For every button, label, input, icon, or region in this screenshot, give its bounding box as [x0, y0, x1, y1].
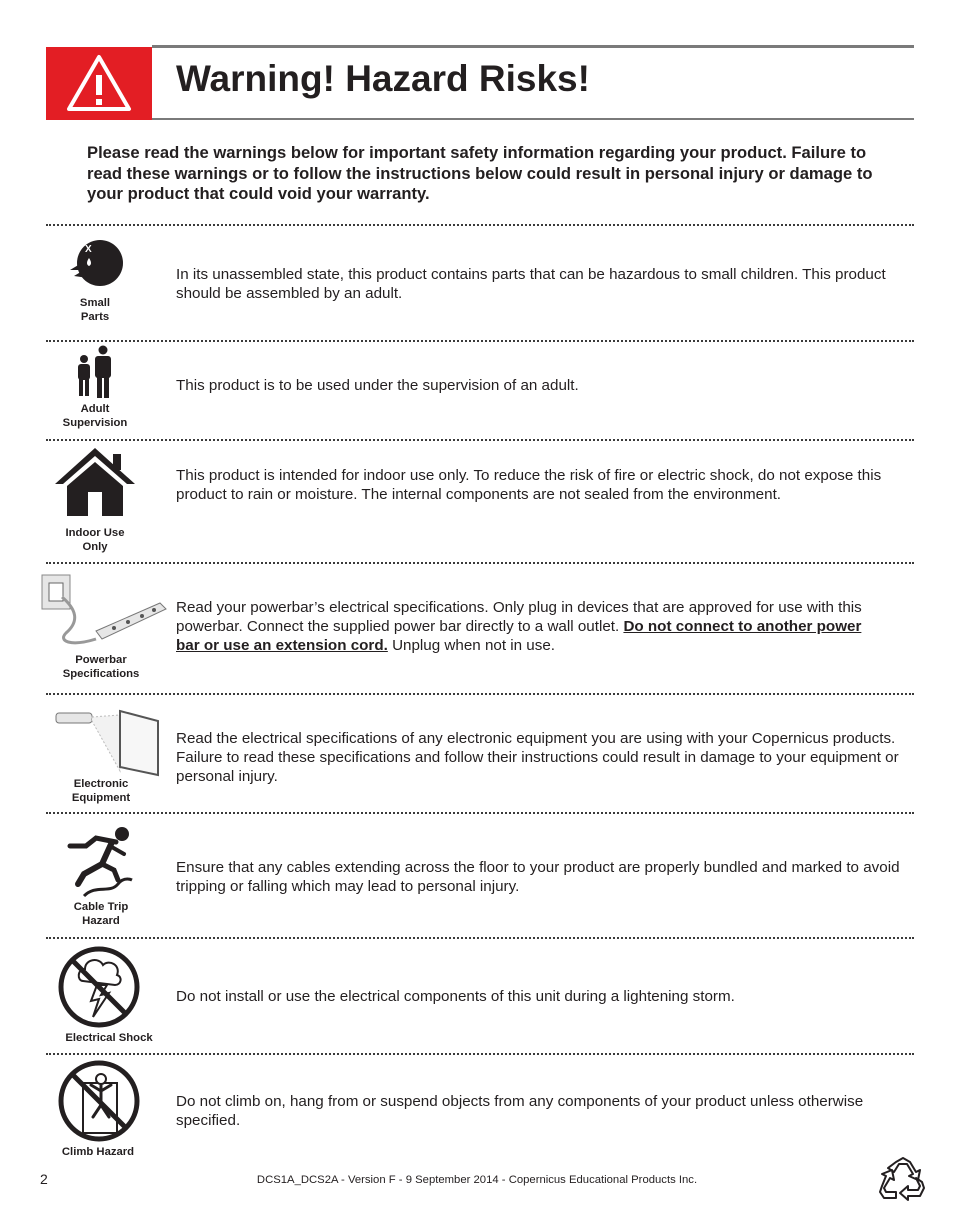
adult-supervision-icon: [74, 345, 116, 399]
section-label: Parts: [80, 310, 110, 323]
section-text: Ensure that any cables extending across the floor to your product are properly bundled and marked to avoid tripping or falling which may lead to personal injury.: [176, 859, 900, 895]
small-parts-icon: [64, 236, 126, 292]
recycle-icon: [878, 1156, 928, 1202]
page-title: Warning! Hazard Risks!: [176, 58, 590, 99]
section-label: Indoor Use: [65, 527, 125, 539]
section-divider: [46, 340, 914, 342]
section-divider: [46, 562, 914, 564]
section-label: Only: [82, 540, 108, 553]
header-bottom-rule: [152, 118, 914, 120]
section-label: Small: [79, 297, 111, 309]
projector-screen-icon: [54, 707, 162, 777]
section-divider: [46, 224, 914, 226]
section-text: Read the electrical specifications of any electronic equipment you are using with your Copernicus products. Failure to read these specifications and follow their instructions could result in damage to your equipment or personal injury.: [176, 730, 899, 785]
section-text: [176, 598, 876, 655]
section-label: Hazard: [82, 914, 120, 927]
warning-triangle-icon: [65, 53, 133, 113]
section-divider: [46, 693, 914, 695]
intro-paragraph: Please read the warnings below for important safety information regarding your product. Failure to read these warnings or to follow the instructions below could result in personal injury or damage to your product that could void your warranty.: [87, 143, 873, 203]
section-warning-text: Do not connect to another power bar or use an extension cord.: [176, 618, 862, 654]
section-label: Adult: [80, 403, 110, 415]
footer-text: DCS1A_DCS2A - Version F - 9 September 2014 - Copernicus Educational Products Inc.: [256, 1174, 698, 1186]
section-label: Equipment: [71, 791, 131, 804]
section-text-part: Unplug when not in use.: [387, 637, 556, 654]
section-text: Do not install or use the electrical components of this unit during a lightening storm.: [176, 988, 735, 1005]
header-top-rule: [152, 45, 914, 48]
section-divider: [46, 937, 914, 939]
no-lightning-icon: [57, 945, 141, 1029]
section-label: Climb Hazard: [61, 1146, 135, 1158]
section-text: Do not climb on, hang from or suspend objects from any components of your product unless otherwise specified.: [176, 1093, 864, 1129]
section-label: Cable Trip: [73, 901, 129, 913]
section-text: This product is to be used under the supervision of an adult.: [176, 377, 579, 394]
section-label: Electronic: [73, 778, 129, 790]
section-label: Supervision: [62, 416, 128, 429]
section-label: Specifications: [62, 667, 140, 680]
cable-trip-icon: [66, 824, 134, 898]
house-icon: [53, 446, 137, 518]
section-divider: [46, 812, 914, 814]
no-climbing-icon: [57, 1059, 141, 1143]
section-text-part: Read your powerbar’s electrical specifications. Only plug in devices that are approved for use with this powerbar. Connect the supplied power bar directly to a wall outlet.: [176, 599, 862, 635]
section-text: This product is intended for indoor use only. To reduce the risk of fire or electric shock, do not expose this product to rain or moisture. The internal components are not sealed from the environment.: [176, 467, 882, 503]
section-label: Electrical Shock: [65, 1032, 153, 1044]
section-divider: [46, 439, 914, 441]
page-number: 2: [40, 1171, 48, 1187]
svg-text:X: X: [85, 244, 92, 255]
section-label: Powerbar: [75, 654, 127, 666]
section-text: In its unassembled state, this product contains parts that can be hazardous to small children. This product should be assembled by an adult.: [176, 266, 886, 302]
warning-banner: [46, 47, 152, 120]
section-divider: [46, 1053, 914, 1055]
powerbar-icon: [40, 573, 168, 653]
